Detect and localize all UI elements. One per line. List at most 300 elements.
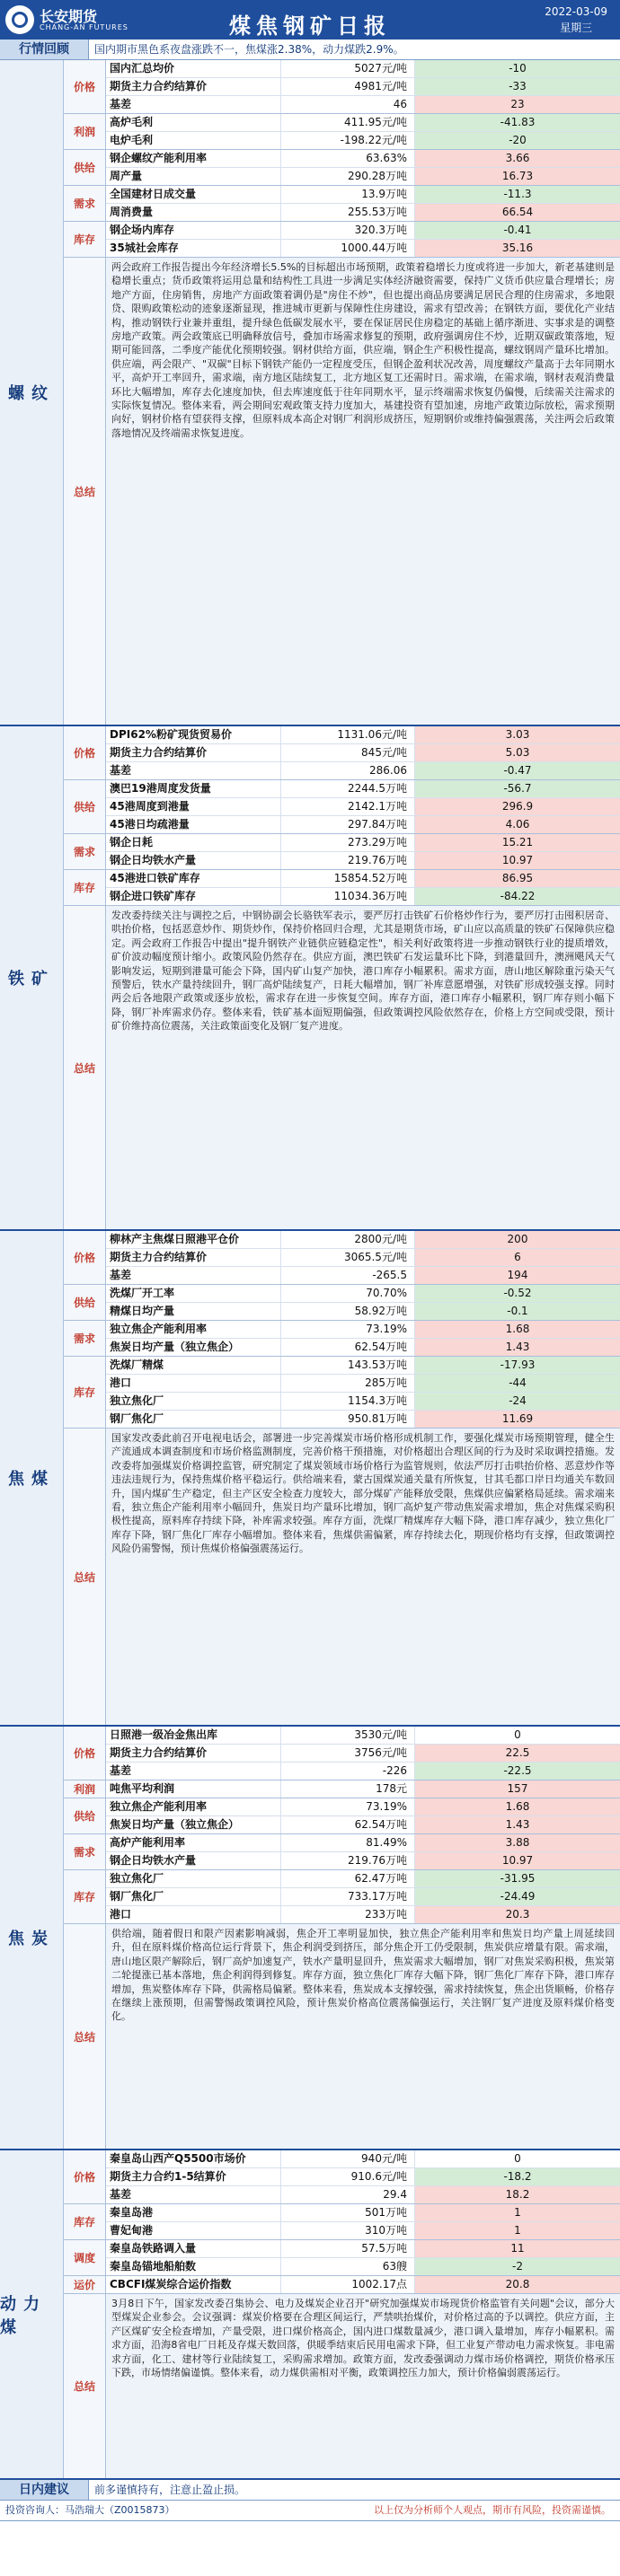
group-category: 价格 — [64, 1727, 106, 1780]
indicator-name: 周产量 — [106, 168, 281, 185]
indicator-name: 秦皇岛山西产Q5500市场价 — [106, 2150, 281, 2167]
group-category: 利润 — [64, 114, 106, 149]
indicator-name: 独立焦企产能利用率 — [106, 1321, 281, 1338]
indicator-change: 194 — [415, 1267, 620, 1284]
group-rows — [106, 1870, 620, 1923]
indicator-value: 63艘 — [281, 2258, 415, 2275]
indicator-name: 35城社会库存 — [106, 240, 281, 257]
indicator-value: 286.06 — [281, 762, 415, 779]
indicator-change: 18.2 — [415, 2186, 620, 2203]
indicator-change: 1 — [415, 2222, 620, 2239]
indicator-value: 501万吨 — [281, 2204, 415, 2221]
indicator-value: 3065.5元/吨 — [281, 1249, 415, 1266]
table-row — [106, 726, 620, 744]
group-category: 价格 — [64, 60, 106, 113]
indicator-change: 6 — [415, 1249, 620, 1266]
indicator-change: 11.69 — [415, 1411, 620, 1428]
commodity-sections — [0, 60, 620, 2480]
group-category: 价格 — [64, 1231, 106, 1284]
indicator-value: 5027元/吨 — [281, 60, 415, 77]
indicator-value: 2244.5万吨 — [281, 780, 415, 797]
table-row — [106, 1798, 620, 1816]
indicator-value: 285万吨 — [281, 1375, 415, 1392]
table-row — [106, 1780, 620, 1798]
indicator-value: 73.19% — [281, 1321, 415, 1338]
indicator-name: 45港周度到港量 — [106, 798, 281, 815]
indicator-change: -0.47 — [415, 762, 620, 779]
indicator-value: -226 — [281, 1763, 415, 1780]
advice-label: 日内建议 — [0, 2480, 89, 2500]
table-row — [106, 834, 620, 852]
indicator-change: 22.5 — [415, 1745, 620, 1762]
summary-label: 总结 — [64, 1924, 106, 2149]
table-row — [106, 1852, 620, 1869]
group-category: 价格 — [64, 2150, 106, 2203]
indicator-value: 3530元/吨 — [281, 1727, 415, 1744]
group-rows — [106, 834, 620, 869]
indicator-name: 45港进口铁矿库存 — [106, 870, 281, 887]
table-row — [106, 1393, 620, 1411]
section-1 — [0, 726, 620, 1231]
indicator-name: 柳林产主焦煤日照港平仓价 — [106, 1231, 281, 1248]
group-rows — [106, 2276, 620, 2293]
summary-text: 两会政府工作报告提出今年经济增长5.5%的目标超出市场预期，政策着稳增长力度或将进一步加大，新老基建则是稳增长重点；货币政策将运用总量和结构性工具进一步满足实体经济融资需要，保持广义货币供应量合理增长；房地产方面，住房销售，房地产方面政策着调仍是"房住不炒"，但也提出商品房要满足居民合理的住房需求，多地限贷、限购政策松动的迹象逐渐显现，推进城市更新与保障性住房建设，需求有望改善；在钢铁方面，要优化产业结构，推动钢铁行业兼并重组，提升绿色低碳发展水平，要在保证居民住房稳定的基础上循序渐进、实事求是的调整房地产政策。两会政策底已明确释放信号，叠加市场需求修复的预期，政府强调房住不炒，近期双碳政策落地，短期可能回落，二季度产能优化预期较强。钢材供给方面，供应端，钢企生产积极性提高，螺纹钢周产量环比增加。供应端，两会限产、"双碳"目标下钢铁产能仍一定程度受压，但钢企盈利状况改善，周度螺纹产量高于去年同期水平，高炉开工率回升，需求端，南方地区陆续复工，北方地区复工还需时日。需求端，在需求端，钢材表观消费量环比大幅增加，库存去化速度加快，但去库速度低于往年同期水平，显示终端需求恢复仍偏慢，后续需关注需求的实际恢复情况。整体来看，两会期间宏观政策支持力度加大，基建投资有望加速，房地产政策边际放松，需求预期向好，钢材价格有望获得支撑，但原料成本高企对钢厂利润形成挤压，短期钢价或维持偏强震荡，关注两会后政策落地情况及终端需求恢复进度。 — [106, 258, 620, 725]
table-row — [106, 2276, 620, 2293]
indicator-group — [64, 1798, 620, 1834]
indicator-value: 950.81万吨 — [281, 1411, 415, 1428]
indicator-value: 58.92万吨 — [281, 1303, 415, 1320]
indicator-change: 35.16 — [415, 240, 620, 257]
table-row — [106, 1763, 620, 1780]
indicator-name: 日照港一级冶金焦出库 — [106, 1727, 281, 1744]
indicator-value: -265.5 — [281, 1267, 415, 1284]
indicator-change: -0.52 — [415, 1285, 620, 1302]
indicator-change: -44 — [415, 1375, 620, 1392]
table-row — [106, 1231, 620, 1249]
indicator-name: 钢厂焦化厂 — [106, 1411, 281, 1428]
indicator-value: 255.53万吨 — [281, 204, 415, 221]
indicator-change: -84.22 — [415, 888, 620, 905]
indicator-value: 219.76万吨 — [281, 1852, 415, 1869]
group-category: 需求 — [64, 186, 106, 221]
group-category: 库存 — [64, 1357, 106, 1428]
table-row — [106, 96, 620, 113]
report-title: 煤焦钢矿日报 — [229, 13, 391, 39]
summary-text: 发改委持续关注与调控之后，中钢协副会长骆铁军表示，要严厉打击铁矿石价格炒作行为，要严厉打击囤积居奇、哄抬价格，包括恶意炒作、期货炒作，保持价格回归合理，尤其是期货市场，矿山应以高质量的铁矿石保障供应稳定。两会政府工作报告中提出"提升钢铁产业链供应链稳定性"，相关利好政策将进一步推动钢铁行业的提质增效，矿价波动幅度预计缩小。政策风险仍然存在。供应方面，澳巴铁矿石发运量环比下降，到港量回升，澳洲飓风天气影响发运，短期到港量可能会下降，国内矿山复产加快，港口库存小幅累积。需求方面，唐山地区解除重污染天气预警后，铁水产量持续回升，钢厂高炉陆续复产，日耗大幅增加，钢厂补库意愿增强，对铁矿形成较强支撑。同时两会后各地限产政策或逐步放松，需求存在进一步恢复空间。库存方面，港口库存小幅累积，钢厂库存则小幅下降，钢厂补库需求仍存。整体来看，铁矿基本面短期偏强，但政策调控风险依然存在，价格上方空间或受限，预计矿价维持高位震荡，关注政策面变化及钢厂复产进度。 — [106, 906, 620, 1229]
indicator-name: 独立焦企产能利用率 — [106, 1798, 281, 1816]
table-row — [106, 1339, 620, 1356]
indicator-name: 基差 — [106, 1763, 281, 1780]
indicator-change: 10.97 — [415, 852, 620, 869]
group-rows — [106, 1357, 620, 1428]
indicator-change: -2 — [415, 2258, 620, 2275]
indicator-name: 期货主力合约结算价 — [106, 1249, 281, 1266]
group-category: 库存 — [64, 2204, 106, 2239]
table-row — [106, 1249, 620, 1267]
group-category: 调度 — [64, 2240, 106, 2275]
group-category: 库存 — [64, 222, 106, 257]
group-rows — [106, 1285, 620, 1320]
indicator-name: 焦炭日均产量（独立焦企） — [106, 1816, 281, 1833]
group-rows — [106, 1834, 620, 1869]
table-row — [106, 1267, 620, 1284]
indicator-value: 62.47万吨 — [281, 1870, 415, 1887]
table-row — [106, 186, 620, 204]
indicator-name: 洗煤厂开工率 — [106, 1285, 281, 1302]
indicator-name: DPI62%粉矿现货贸易价 — [106, 726, 281, 743]
section-name: 动力煤 — [0, 2150, 64, 2478]
section-summary — [64, 906, 620, 1229]
indicator-change: 66.54 — [415, 204, 620, 221]
table-row — [106, 870, 620, 888]
indicator-group — [64, 1727, 620, 1780]
indicator-value: 219.76万吨 — [281, 852, 415, 869]
indicator-change: 4.06 — [415, 816, 620, 833]
indicator-name: 秦皇岛锚地船舶数 — [106, 2258, 281, 2275]
table-row — [106, 222, 620, 240]
indicator-change: -24.49 — [415, 1888, 620, 1905]
group-category: 供给 — [64, 150, 106, 185]
table-row — [106, 1411, 620, 1428]
section-summary — [64, 1429, 620, 1725]
indicator-value: 15854.52万吨 — [281, 870, 415, 887]
indicator-name: 钢企日耗 — [106, 834, 281, 851]
section-body — [64, 1727, 620, 2149]
indicator-name: 港口 — [106, 1906, 281, 1923]
table-row — [106, 1816, 620, 1833]
analyst-info: 投资咨询人：马浩瑞大（Z0015873） — [5, 2504, 175, 2516]
table-row — [106, 1303, 620, 1320]
group-category: 价格 — [64, 726, 106, 779]
section-body — [64, 726, 620, 1229]
indicator-name: 钢企进口铁矿库存 — [106, 888, 281, 905]
indicator-value: 70.70% — [281, 1285, 415, 1302]
indicator-change: 3.88 — [415, 1834, 620, 1851]
indicator-name: 基差 — [106, 1267, 281, 1284]
table-row — [106, 2204, 620, 2222]
review-label: 行情回顾 — [0, 40, 89, 59]
indicator-group — [64, 114, 620, 150]
table-row — [106, 2222, 620, 2239]
indicator-name: 高炉产能利用率 — [106, 1834, 281, 1851]
table-row — [106, 150, 620, 168]
indicator-name: 吨焦平均利润 — [106, 1780, 281, 1798]
indicator-value: 845元/吨 — [281, 744, 415, 761]
table-row — [106, 852, 620, 869]
group-rows — [106, 1321, 620, 1356]
group-rows — [106, 150, 620, 185]
indicator-value: 273.29万吨 — [281, 834, 415, 851]
indicator-group — [64, 2204, 620, 2240]
group-category: 需求 — [64, 834, 106, 869]
indicator-value: 411.95元/吨 — [281, 114, 415, 131]
table-row — [106, 2150, 620, 2168]
table-row — [106, 240, 620, 257]
group-rows — [106, 60, 620, 113]
table-row — [106, 60, 620, 78]
indicator-value: 233万吨 — [281, 1906, 415, 1923]
indicator-value: 81.49% — [281, 1834, 415, 1851]
report-footer — [0, 2501, 620, 2521]
table-row — [106, 762, 620, 779]
indicator-name: 港口 — [106, 1375, 281, 1392]
indicator-change: -22.5 — [415, 1763, 620, 1780]
group-category: 供给 — [64, 1798, 106, 1833]
indicator-value: 63.63% — [281, 150, 415, 167]
date-text: 2022-03-09 — [545, 5, 607, 18]
table-row — [106, 1321, 620, 1339]
group-category: 需求 — [64, 1834, 106, 1869]
indicator-group — [64, 2150, 620, 2204]
indicator-value: 2800元/吨 — [281, 1231, 415, 1248]
indicator-name: 钢企日均铁水产量 — [106, 852, 281, 869]
indicator-group — [64, 150, 620, 186]
indicator-change: -33 — [415, 78, 620, 95]
indicator-name: 基差 — [106, 2186, 281, 2203]
group-rows — [106, 1798, 620, 1833]
table-row — [106, 816, 620, 833]
indicator-change: 1.43 — [415, 1816, 620, 1833]
group-category: 库存 — [64, 870, 106, 905]
indicator-group — [64, 1780, 620, 1798]
table-row — [106, 2186, 620, 2203]
table-row — [106, 114, 620, 132]
indicator-change: 0 — [415, 2150, 620, 2167]
indicator-group — [64, 186, 620, 222]
indicator-change: -31.95 — [415, 1870, 620, 1887]
table-row — [106, 744, 620, 762]
indicator-change: 20.8 — [415, 2276, 620, 2293]
indicator-value: 29.4 — [281, 2186, 415, 2203]
indicator-name: 秦皇岛铁路调入量 — [106, 2240, 281, 2257]
indicator-group — [64, 1834, 620, 1870]
indicator-name: 曹妃甸港 — [106, 2222, 281, 2239]
table-row — [106, 2168, 620, 2186]
summary-text: 3月8日下午，国家发改委召集协会、电力及煤炭企业召开"研究加强煤炭市场现货价格监管有关问题"会议，部分大型煤炭企业参会。会议强调：煤炭价格要在合理区间运行，严禁哄抬煤价，对价格过高的予以调控。供应方面，主产区煤矿安全检查增加，产量受限，进口煤价格高企，国内进口煤数量减少，港口调入量增加，库存小幅累积。需求方面，沿海8省电厂日耗及存煤天数回落，供暖季结束后民用电需求下降，但工业复产带动电力需求恢复。非电需求方面，化工、建材等行业陆续复工，采购需求增加。政策方面，发改委强调动力煤市场价格调控，期货价格承压下跌，市场情绪偏谨慎。整体来看，动力煤供需相对平衡，政策调控压力加大，预计价格偏弱震荡运行。 — [106, 2294, 620, 2478]
indicator-name: 钢厂焦化厂 — [106, 1888, 281, 1905]
indicator-group — [64, 1321, 620, 1357]
indicator-value: 910.6元/吨 — [281, 2168, 415, 2185]
section-summary — [64, 258, 620, 725]
table-row — [106, 1745, 620, 1763]
indicator-change: 3.66 — [415, 150, 620, 167]
indicator-change: 5.03 — [415, 744, 620, 761]
indicator-name: 焦炭日均产量（独立焦企） — [106, 1339, 281, 1356]
indicator-value: 940元/吨 — [281, 2150, 415, 2167]
group-category: 运价 — [64, 2276, 106, 2293]
table-row — [106, 1285, 620, 1303]
group-category: 库存 — [64, 1870, 106, 1923]
table-row — [106, 1888, 620, 1906]
table-row — [106, 204, 620, 221]
indicator-change: -17.93 — [415, 1357, 620, 1374]
summary-label: 总结 — [64, 258, 106, 725]
section-0 — [0, 60, 620, 726]
group-rows — [106, 726, 620, 779]
indicator-value: -198.22元/吨 — [281, 132, 415, 149]
indicator-group — [64, 1357, 620, 1429]
group-rows — [106, 222, 620, 257]
indicator-name: 高炉毛利 — [106, 114, 281, 131]
indicator-change: 3.03 — [415, 726, 620, 743]
table-row — [106, 2258, 620, 2275]
indicator-name: 钢企场内库存 — [106, 222, 281, 239]
indicator-name: 国内汇总均价 — [106, 60, 281, 77]
section-body — [64, 1231, 620, 1725]
summary-label: 总结 — [64, 906, 106, 1229]
indicator-value: 4981元/吨 — [281, 78, 415, 95]
indicator-change: -0.1 — [415, 1303, 620, 1320]
group-category: 供给 — [64, 1285, 106, 1320]
indicator-change: 86.95 — [415, 870, 620, 887]
disclaimer-text: 以上仅为分析师个人观点，期市有风险，投资需谨慎。 — [374, 2504, 611, 2516]
indicator-change: -11.3 — [415, 186, 620, 203]
indicator-group — [64, 1231, 620, 1285]
group-rows — [106, 1780, 620, 1798]
group-category: 供给 — [64, 780, 106, 833]
indicator-change: -18.2 — [415, 2168, 620, 2185]
indicator-group — [64, 1285, 620, 1321]
section-body — [64, 60, 620, 725]
table-row — [106, 1906, 620, 1923]
table-row — [106, 798, 620, 816]
summary-text: 供给端，随着假日和限产因素影响减弱，焦企开工率明显加快，独立焦企产能利用率和焦炭日均产量上周延续回升，但在原料煤价格高位运行背景下，焦企利润受到挤压，部分焦企开工仍受限制，焦炭供应增量有限。需求端，唐山地区限产解除后，钢厂高炉加速复产，铁水产量明显回升，焦炭需求大幅增加，钢厂对焦炭采购积极，焦炭第二轮提涨已基本落地，焦企利润得到修复。库存方面，独立焦化厂库存大幅下降，钢厂焦化厂库存下降，港口库存增加，焦炭整体库存下降，供需格局偏紧。整体来看，焦炭成本支撑较强，需求持续恢复，焦企出货顺畅，价格存在继续上涨预期，但需警惕政策调控风险，预计焦炭价格高位震荡偏强运行，关注钢厂复产进度及原料煤价格变化。 — [106, 1924, 620, 2149]
indicator-value: 1131.06元/吨 — [281, 726, 415, 743]
section-name: 焦煤 — [0, 1231, 64, 1725]
indicator-change: -20 — [415, 132, 620, 149]
indicator-value: 11034.36万吨 — [281, 888, 415, 905]
indicator-name: 洗煤厂精煤 — [106, 1357, 281, 1374]
indicator-name: 期货主力合约结算价 — [106, 78, 281, 95]
indicator-change: 157 — [415, 1780, 620, 1798]
indicator-value: 320.3万吨 — [281, 222, 415, 239]
indicator-name: 期货主力合约结算价 — [106, 1745, 281, 1762]
indicator-value: 297.84万吨 — [281, 816, 415, 833]
group-rows — [106, 780, 620, 833]
indicator-change: 23 — [415, 96, 620, 113]
indicator-name: 精煤日均产量 — [106, 1303, 281, 1320]
indicator-group — [64, 726, 620, 780]
summary-label: 总结 — [64, 2294, 106, 2478]
indicator-name: 钢企日均铁水产量 — [106, 1852, 281, 1869]
indicator-change: -41.83 — [415, 114, 620, 131]
indicator-value: 13.9万吨 — [281, 186, 415, 203]
logo-en: CHANG-AN FUTURES — [40, 23, 128, 31]
summary-text: 国家发改委此前召开电视电话会，部署进一步完善煤炭市场价格形成机制工作，要强化煤炭市场预期管理，健全生产流通成本调查制度和市场价格监测制度，完善价格干预措施，对价格超出合理区间的行为及时采取调控措施。发改委将加强煤炭价格调控监管，研究制定了煤炭领域市场价格行为监管规则，依法严厉打击哄抬价格、恶意炒作等违法违规行为，保持焦煤价格平稳运行。供给端来看，蒙古国煤炭通关量有所恢复，甘其毛都口岸日均通关车数回升，国内煤矿生产稳定，但主产区安全检查力度较大，部分煤矿产能释放受限，焦煤供应偏紧格局延续。需求端来看，独立焦企产能利用率小幅回升，焦炭日均产量环比增加，钢厂高炉复产带动焦炭需求增加，焦企对焦煤采购积极性提高，原料库存持续下降，补库需求较强。库存方面，洗煤厂精煤库存大幅下降，港口库存减少，独立焦化厂库存下降，钢厂焦化厂库存小幅增加。整体来看，焦煤供需偏紧，库存持续去化，期现价格均有支撑，但政策调控风险仍需警惕，预计焦煤价格偏强震荡运行。 — [106, 1429, 620, 1725]
indicator-change: 296.9 — [415, 798, 620, 815]
indicator-name: 独立焦化厂 — [106, 1393, 281, 1410]
indicator-group — [64, 870, 620, 906]
indicator-change: 10.97 — [415, 1852, 620, 1869]
table-row — [106, 168, 620, 185]
indicator-value: 46 — [281, 96, 415, 113]
indicator-group — [64, 1870, 620, 1924]
indicator-change: 20.3 — [415, 1906, 620, 1923]
section-3 — [0, 1727, 620, 2150]
group-category: 利润 — [64, 1780, 106, 1798]
indicator-change: -10 — [415, 60, 620, 77]
indicator-name: 秦皇岛港 — [106, 2204, 281, 2221]
indicator-value: 57.5万吨 — [281, 2240, 415, 2257]
indicator-group — [64, 834, 620, 870]
group-rows — [106, 1727, 620, 1780]
section-4 — [0, 2150, 620, 2480]
indicator-value: 2142.1万吨 — [281, 798, 415, 815]
table-row — [106, 1834, 620, 1852]
indicator-change: 0 — [415, 1727, 620, 1744]
review-text: 国内期市黑色系夜盘涨跌不一，焦煤涨2.38%，动力煤跌2.9%。 — [89, 40, 620, 59]
section-name: 螺纹 — [0, 60, 64, 725]
section-2 — [0, 1231, 620, 1727]
indicator-group — [64, 2276, 620, 2294]
market-review — [0, 40, 620, 60]
logo-cn: 长安期货 — [40, 8, 98, 25]
indicator-group — [64, 222, 620, 258]
indicator-name: 基差 — [106, 762, 281, 779]
section-name: 焦炭 — [0, 1727, 64, 2149]
indicator-change: -0.41 — [415, 222, 620, 239]
group-rows — [106, 2204, 620, 2239]
table-row — [106, 78, 620, 96]
intraday-advice — [0, 2480, 620, 2501]
report-header — [0, 0, 620, 40]
indicator-name: 期货主力合约结算价 — [106, 744, 281, 761]
table-row — [106, 132, 620, 149]
indicator-change: 1 — [415, 2204, 620, 2221]
indicator-name: 独立焦化厂 — [106, 1870, 281, 1887]
indicator-value: 62.54万吨 — [281, 1339, 415, 1356]
indicator-change: 11 — [415, 2240, 620, 2257]
indicator-name: 基差 — [106, 96, 281, 113]
group-rows — [106, 870, 620, 905]
indicator-name: 电炉毛利 — [106, 132, 281, 149]
weekday-text: 星期三 — [560, 22, 593, 34]
indicator-value: 733.17万吨 — [281, 1888, 415, 1905]
group-rows — [106, 2150, 620, 2203]
indicator-name: 全国建材日成交量 — [106, 186, 281, 203]
table-row — [106, 780, 620, 798]
indicator-value: 290.28万吨 — [281, 168, 415, 185]
indicator-group — [64, 780, 620, 834]
table-row — [106, 888, 620, 905]
table-row — [106, 1357, 620, 1375]
indicator-value: 310万吨 — [281, 2222, 415, 2239]
indicator-change: -56.7 — [415, 780, 620, 797]
table-row — [106, 2240, 620, 2258]
group-rows — [106, 114, 620, 149]
section-summary — [64, 1924, 620, 2149]
table-row — [106, 1727, 620, 1745]
indicator-value: 3756元/吨 — [281, 1745, 415, 1762]
group-rows — [106, 2240, 620, 2275]
indicator-change: 16.73 — [415, 168, 620, 185]
indicator-group — [64, 60, 620, 114]
indicator-name: 周消费量 — [106, 204, 281, 221]
indicator-change: 200 — [415, 1231, 620, 1248]
section-summary — [64, 2294, 620, 2478]
indicator-value: 1154.3万吨 — [281, 1393, 415, 1410]
indicator-name: 45港日均疏港量 — [106, 816, 281, 833]
report-date — [545, 4, 607, 36]
group-category: 需求 — [64, 1321, 106, 1356]
indicator-name: 期货主力合约1-5结算价 — [106, 2168, 281, 2185]
indicator-name: CBCFI煤炭综合运价指数 — [106, 2276, 281, 2293]
group-rows — [106, 1231, 620, 1284]
indicator-change: -24 — [415, 1393, 620, 1410]
summary-label: 总结 — [64, 1429, 106, 1725]
group-rows — [106, 186, 620, 221]
indicator-change: 1.68 — [415, 1321, 620, 1338]
